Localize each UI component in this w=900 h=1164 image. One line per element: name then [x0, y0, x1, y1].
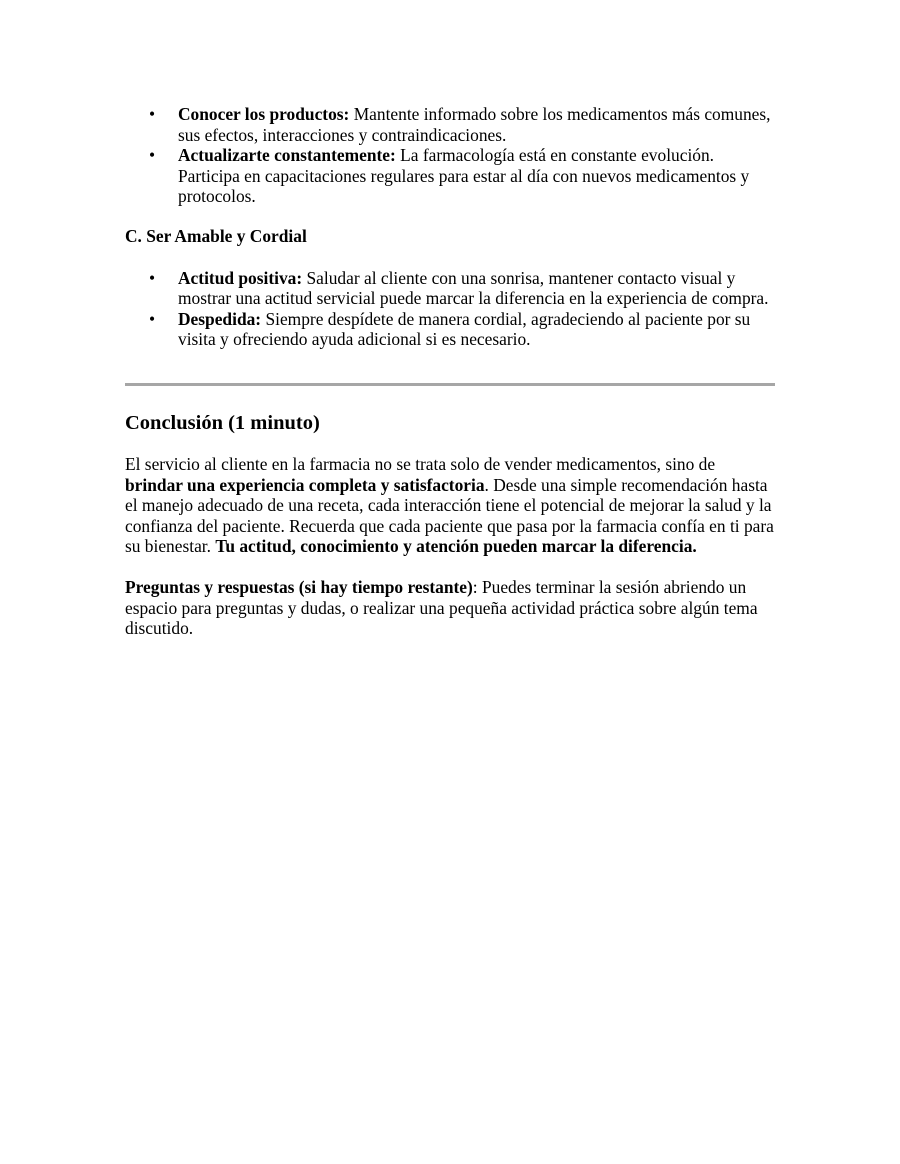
list-item [125, 104, 775, 145]
paragraph-text: . Desde una simple recomendación hasta el manejo adecuado de una receta, cada interacción tiene el potencial de mejorar la salud y la confianza del paciente. Recuerda que cada paciente que pasa por la farmacia confía en ti para su bienestar. [125, 474, 774, 557]
list-item-label: Actitud positiva: [178, 267, 303, 288]
bullet-icon: • [149, 104, 156, 124]
knowledge-bullet-list [125, 104, 775, 207]
list-item-label: Actualizarte constantemente: [178, 145, 396, 166]
courtesy-bullet-list [125, 268, 775, 350]
list-item [125, 145, 775, 207]
document-body [125, 104, 775, 639]
list-item-text: Saludar al cliente con una sonrisa, mantener contacto visual y mostrar una actitud servicial puede marcar la diferencia en la experiencia de compra. [178, 267, 769, 309]
list-item-label: Despedida: [178, 308, 262, 329]
list-item-text: Siempre despídete de manera cordial, agradeciendo al paciente por su visita y ofreciendo ayuda adicional si es necesario. [178, 308, 751, 350]
paragraph-emphasis: Tu actitud, conocimiento y atención pueden marcar la diferencia. [215, 536, 697, 557]
bullet-icon: • [149, 267, 156, 288]
questions-paragraph [125, 577, 775, 639]
paragraph-text: El servicio al cliente en la farmacia no se trata solo de vender medicamentos, sino de [125, 453, 716, 474]
bullet-icon: • [149, 145, 156, 166]
list-item [125, 268, 775, 309]
conclusion-paragraph [125, 454, 775, 557]
paragraph-emphasis: brindar una experiencia completa y satisfactoria [125, 474, 485, 495]
section-heading: C. Ser Amable y Cordial [125, 225, 307, 246]
list-item [125, 309, 775, 350]
list-item-label: Conocer los productos: [178, 104, 350, 124]
list-item-text: Mantente informado sobre los medicamentos más comunes, sus efectos, interacciones y contraindicaciones. [178, 104, 771, 145]
list-item-text: La farmacología está en constante evolución. Participa en capacitaciones regulares para estar al día con nuevos medicamentos y protocolos. [178, 145, 750, 207]
conclusion-title: Conclusión (1 minuto) [125, 411, 320, 434]
paragraph-emphasis: Preguntas y respuestas (si hay tiempo restante) [125, 576, 473, 597]
horizontal-divider [125, 383, 775, 386]
paragraph-text: : Puedes terminar la sesión abriendo un espacio para preguntas y dudas, o realizar una pequeña actividad práctica sobre algún tema discutido. [125, 576, 758, 639]
bullet-icon: • [149, 308, 156, 329]
